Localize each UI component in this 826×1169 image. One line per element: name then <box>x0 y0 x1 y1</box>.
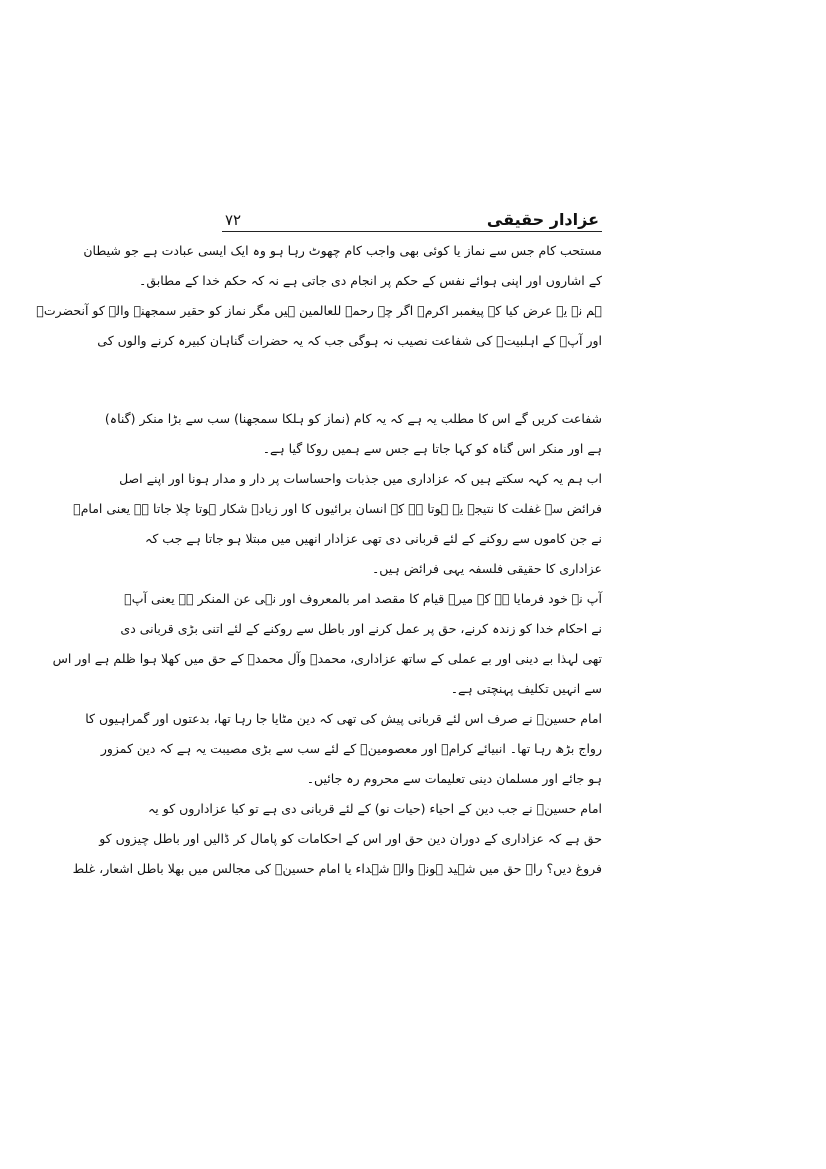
text-line: حق ہے کہ عزاداری کے دوران دین حق اور اس کے احکامات کو پامال کر ڈالیں اور باطل چیزوں کو <box>99 831 602 846</box>
running-header <box>225 205 599 229</box>
text-line: امام حسینؑ نے صرف اس لئے قربانی پیش کی تھی کہ دین مٹایا جا رہا تھا، بدعتوں اور گمراہیوں کا <box>85 711 602 726</box>
text-line: ہے اور منکر اس گناہ کو کہا جاتا ہے جس سے ہمیں روکا گیا ہے۔ <box>262 441 602 456</box>
text-line: فرائض سے غفلت کا نتیجہ یہ ہوتا ہے کہ انسان برائیوں کا اور زیادہ شکار ہوتا چلا جاتا ہے یعنی امامؑ <box>73 501 602 516</box>
text-line: تھی لہذا بے دینی اور بے عملی کے ساتھ عزاداری، محمدؐ وآل محمدؐ کے حق میں کھلا ہوا ظلم ہے اور اس <box>52 651 602 666</box>
text-line: رواج بڑھ رہا تھا۔ انبیائے کرامؑ اور معصومینؑ کے لئے سب سے بڑی مصیبت یہ ہے کہ دین کمزور <box>100 741 602 756</box>
text-line: اب ہم یہ کہہ سکتے ہیں کہ عزاداری میں جذبات واحساسات پر دار و مدار ہونا اور اپنے اصل <box>119 471 602 486</box>
body-text <box>36 236 602 884</box>
text-line: اور آپؐ کے اہلبیتؑ کی شفاعت نصیب نہ ہوگی جب کہ یہ حضرات گناہان کبیرہ کرنے والوں کی <box>97 333 602 348</box>
text-line: عزاداری کا حقیقی فلسفہ یہی فرائض ہیں۔ <box>371 561 602 576</box>
header-title: عزادار حقیقی <box>486 210 599 229</box>
text-line: ہم نے یہ عرض کیا کہ پیغمبر اکرمؐ اگر چہ رحمۃ للعالمین ہیں مگر نماز کو حقیر سمجھنے والے کو آنحضرتؐ <box>36 303 602 318</box>
text-line: نے جن کاموں سے روکنے کے لئے قربانی دی تھی عزادار انھیں میں مبتلا ہو جاتا ہے جب کہ <box>145 531 602 546</box>
text-line: امام حسینؑ نے جب دین کے احیاء (حیات نو) کے لئے قربانی دی ہے تو کیا عزاداروں کو یہ <box>147 801 602 816</box>
text-line: فروغ دیں؟ راہ حق میں شہید ہونے والے شہداء یا امام حسینؑ کی مجالس میں بھلا باطل اشعار، غلط <box>72 861 602 876</box>
header-rule <box>222 231 602 232</box>
paragraph-gap <box>222 356 602 404</box>
text-line: آپ نے خود فرمایا ہے کہ میرے قیام کا مقصد امر بالمعروف اور نہی عن المنکر ہے یعنی آپؑ <box>124 591 602 606</box>
text-line: مستحب کام جس سے نماز یا کوئی بھی واجب کام چھوٹ رہا ہو وہ ایک ایسی عبادت ہے جو شیطان <box>83 243 602 258</box>
page-number: ۷۲ <box>225 211 242 229</box>
text-line: شفاعت کریں گے اس کا مطلب یہ ہے کہ یہ کام (نماز کو ہلکا سمجھنا) سب سے بڑا منکر (گناہ) <box>104 411 602 426</box>
text-line: ہو جائے اور مسلمان دینی تعلیمات سے محروم رہ جائیں۔ <box>306 771 602 786</box>
text-line: نے احکام خدا کو زندہ کرنے، حق پر عمل کرنے اور باطل سے روکنے کے لئے اتنی بڑی قربانی دی <box>120 621 602 636</box>
text-line: کے اشاروں اور اپنی ہوائے نفس کے حکم پر انجام دی جاتی ہے نہ کہ حکم خدا کے مطابق۔ <box>139 273 602 288</box>
text-line: سے انہیں تکلیف پہنچتی ہے۔ <box>450 681 602 696</box>
